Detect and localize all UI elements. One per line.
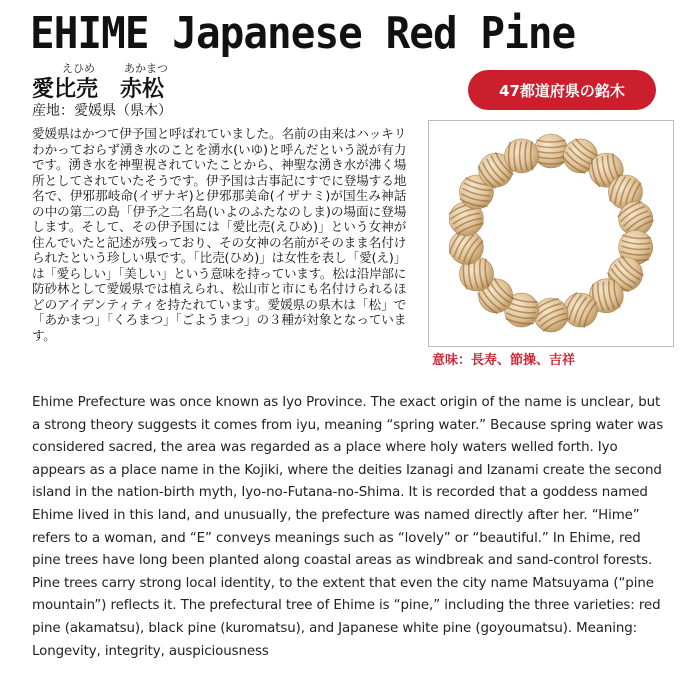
bead	[534, 134, 568, 168]
bracelet-photo	[428, 120, 674, 347]
english-description: Ehime Prefecture was once known as Iyo Province. The exact origin of the name is unclear, but a strong theory suggests it comes from iyu, meaning “spring water.” Because spring water was considered sacred, the area was regarded as a place where holy waters welled forth. Iyo appears as a place name in the Kojiki, where the deities Izanagi and Izanami create the second island in the nation-birth myth, Iyo-no-Futana-no-Shima. It is recorded that a goddess named Ehime lived in this land, and unusually, the prefecture was named directly after her. “Hime” refers to a woman, and “E” conveys meanings such as “lovely” or “beautiful.” In Ehime, red pine trees have long been planted along coastal areas as windbreak and sand-control forests. Pine trees carry strong local identity, to the extent that even the city name Matsuyama (“pine mountain”) reflects it. The prefectural tree of Ehime is “pine,” including the three varieties: red pine (akamatsu), black pine (kuromatsu), and Japanese white pine (goyoumatsu). Meaning: Longevity, integrity, auspiciousness	[32, 395, 664, 659]
ruby-akamatsu: あかまつ	[124, 62, 168, 75]
wood-bead-bracelet-icon	[429, 121, 673, 346]
prefecture-badge: 47都道府県の銘木	[468, 70, 656, 110]
bead	[505, 139, 539, 173]
page-title: EHIME Japanese Red Pine	[30, 8, 576, 59]
meaning-japanese: 意味：長寿、節操、吉祥	[432, 353, 576, 368]
ruby-ehime: えひめ	[62, 62, 95, 75]
origin-label: 産地：愛媛県（県木）	[32, 103, 172, 119]
japanese-name: 愛比売 赤松	[32, 77, 165, 102]
japanese-description: 愛媛県はかつて伊予国と呼ばれていました。名前の由来はハッキリわかっておらず湧き水のことを湧水(いゆ)と呼んだという説が有力です。湧き水を神聖視されていたことから、神聖な湧き水が沸く場所としてされていたそうです。伊予国は古事記にすでに登場する地名で、伊邪那岐命(イザナギ)と伊邪那美命(イザナミ)が国生み神話の中の第二の島「伊予之二名島(いよのふたなのしま)の場面に登場します。そして、その伊予国には「愛比売(えひめ)」という女神が住んでいたと記述が残っており、その女神の名前がそのまま名付けられたという珍しい県です。「比売(ひめ)」は女性を表し「愛(え)」は「愛らしい」「美しい」という意味を持っています。松は沿岸部に防砂林として愛媛県では植えられ、松山市と市にも名付けられるほどのアイデンティティを持たれています。愛媛県の県木は「松」で「あかまつ」「くろまつ」「ごようまつ」の３種が対象となっています。	[32, 126, 406, 343]
